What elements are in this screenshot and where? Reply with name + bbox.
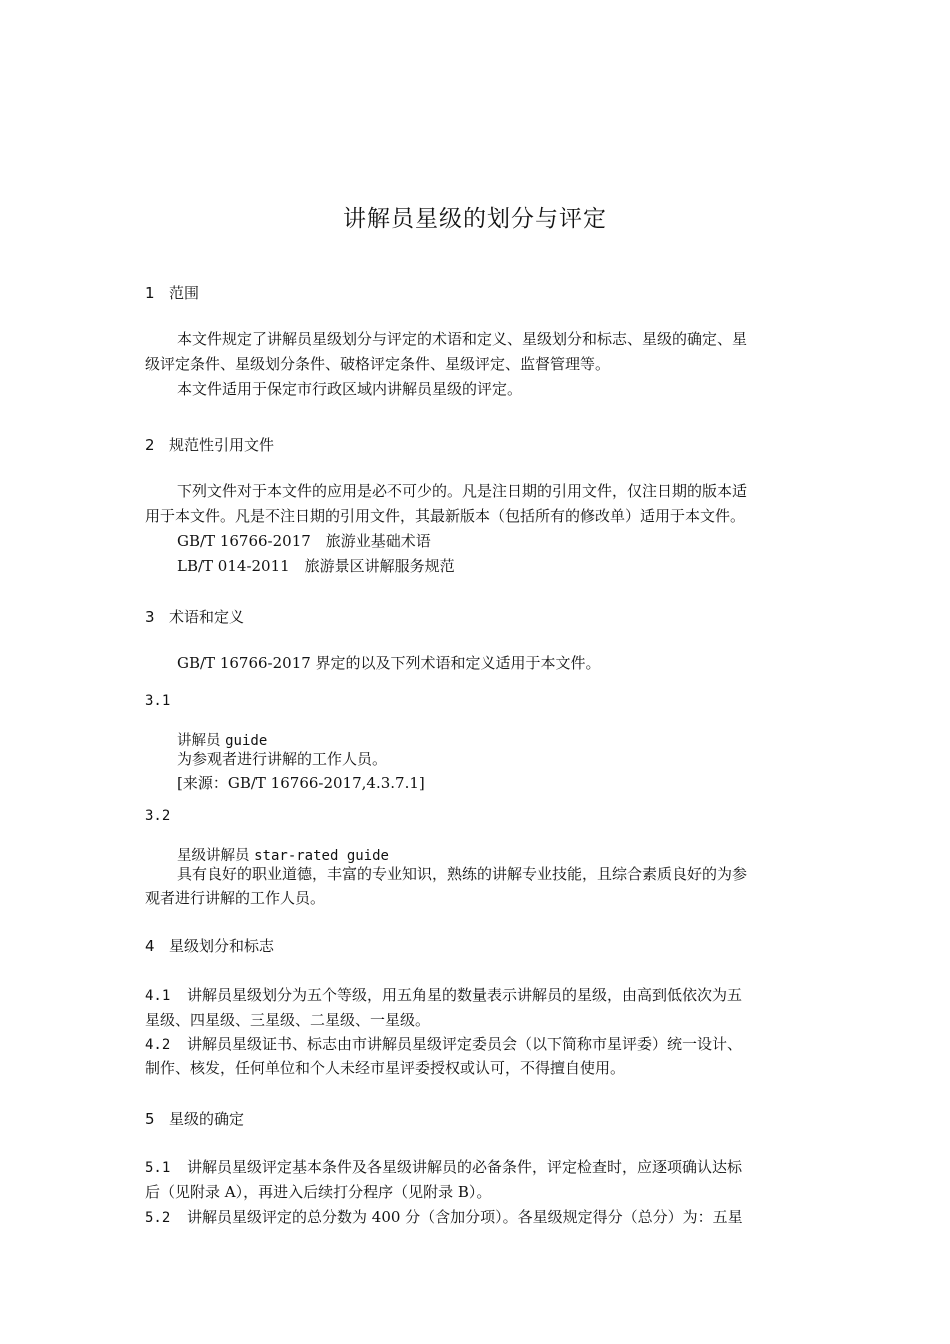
refs-paragraph-1a: 下列文件对于本文件的应用是必不可少的。凡是注日期的引用文件，仅注日期的版本适 <box>177 482 748 500</box>
section-heading-3 <box>145 606 244 627</box>
clause-number: 4.1 <box>145 988 171 1004</box>
clause-text: 讲解员星级评定基本条件及各星级讲解员的必备条件，评定检查时，应逐项确认达标 <box>187 1158 743 1176</box>
term-star-rated-definition-b: 观者进行讲解的工作人员。 <box>145 889 326 907</box>
section-number: 1 <box>145 284 155 302</box>
reference-lbt-014: LB/T 014-2011 旅游景区讲解服务规范 <box>177 557 455 575</box>
clause-text: 讲解员星级划分为五个等级，用五角星的数量表示讲解员的星级，由高到低依次为五 <box>187 986 743 1004</box>
section-number: 4 <box>145 937 155 955</box>
term-guide-definition: 为参观者进行讲解的工作人员。 <box>177 750 388 768</box>
section-heading-5 <box>145 1108 244 1129</box>
clause-number: 5.2 <box>145 1210 171 1226</box>
term-chinese: 星级讲解员 <box>177 848 250 864</box>
section-title: 星级的确定 <box>169 1110 245 1128</box>
clause-4-2a <box>145 1032 742 1057</box>
section-heading-1 <box>145 282 199 303</box>
section-title: 星级划分和标志 <box>169 937 275 955</box>
scope-paragraph-1b: 级评定条件、星级划分条件、破格评定条件、星级评定、监督管理等。 <box>145 355 611 373</box>
section-number: 3 <box>145 608 155 626</box>
term-guide-source: [来源：GB/T 16766-2017,4.3.7.1] <box>177 774 425 792</box>
document-title: 讲解员星级的划分与评定 <box>343 206 607 232</box>
clause-5-1b: 后（见附录 A），再进入后续打分程序（见附录 B）。 <box>145 1183 492 1201</box>
clause-4-1a <box>145 983 742 1008</box>
clause-4-2b: 制作、核发，任何单位和个人未经市星评委授权或认可，不得擅自使用。 <box>145 1059 626 1077</box>
scope-paragraph-2: 本文件适用于保定市行政区域内讲解员星级的评定。 <box>177 380 523 398</box>
term-chinese: 讲解员 <box>177 733 221 749</box>
section-number: 2 <box>145 436 155 454</box>
terms-intro: GB/T 16766-2017 界定的以及下列术语和定义适用于本文件。 <box>177 654 601 672</box>
term-number-3-2: 3.2 <box>145 808 171 824</box>
clause-text: 讲解员星级评定的总分数为 400 分（含加分项）。各星级规定得分（总分）为：五星 <box>187 1208 743 1226</box>
section-title: 术语和定义 <box>169 608 245 626</box>
section-title: 规范性引用文件 <box>169 436 275 454</box>
clause-4-1b: 星级、四星级、三星级、二星级、一星级。 <box>145 1011 431 1029</box>
term-number-3-1: 3.1 <box>145 693 171 709</box>
term-english: guide <box>225 733 268 749</box>
clause-number: 4.2 <box>145 1037 171 1053</box>
clause-5-1a <box>145 1155 742 1180</box>
section-heading-4 <box>145 935 274 956</box>
clause-5-2a <box>145 1205 743 1230</box>
section-number: 5 <box>145 1110 155 1128</box>
clause-number: 5.1 <box>145 1160 171 1176</box>
term-english: star-rated guide <box>254 848 389 864</box>
section-heading-2 <box>145 434 274 455</box>
section-title: 范围 <box>169 284 200 302</box>
reference-gbt-16766: GB/T 16766-2017 旅游业基础术语 <box>177 532 431 550</box>
scope-paragraph-1a: 本文件规定了讲解员星级划分与评定的术语和定义、星级划分和标志、星级的确定、星 <box>177 330 748 348</box>
term-star-rated-definition-a: 具有良好的职业道德，丰富的专业知识，熟练的讲解专业技能，且综合素质良好的为参 <box>177 865 748 883</box>
clause-text: 讲解员星级证书、标志由市讲解员星级评定委员会（以下简称市星评委）统一设计、 <box>187 1035 743 1053</box>
refs-paragraph-1b: 用于本文件。凡是不注日期的引用文件，其最新版本（包括所有的修改单）适用于本文件。 <box>145 507 746 525</box>
